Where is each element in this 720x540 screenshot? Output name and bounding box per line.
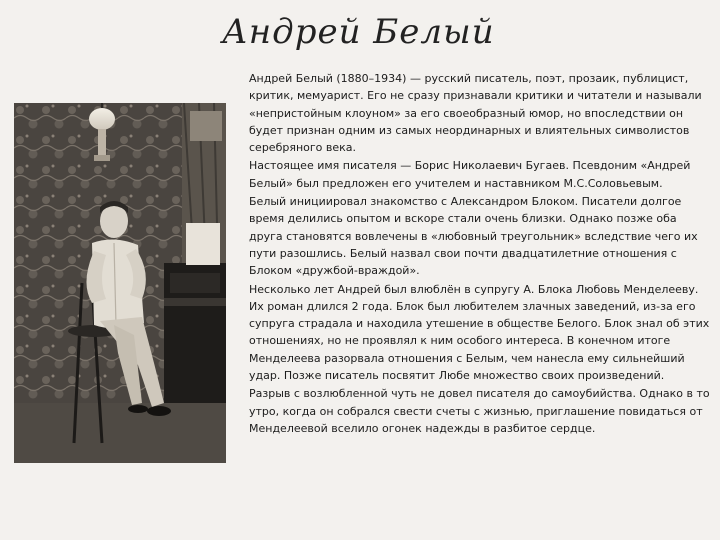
paragraph-biography: Андрей Белый (1880–1934) — русский писатель, поэт, прозаик, публицист, критик, мемуарист. Его не сразу признавали критики и читатели и называли «непристойным клоуном» за его своеобразный юмор, но впоследствии он будет признан одним из самых неординарных и влиятельных символистов серебряного века. <box>249 72 702 155</box>
paragraph-real-name: Настоящее имя писателя — Борис Николаевич Бугаев. Псевдоним «Андрей Белый» был предложен его учителем и наставником М.С.Соловьевым. <box>249 159 691 190</box>
portrait-photo <box>14 103 226 463</box>
paragraph-breakup: Разрыв с возлюбленной чуть не довел писателя до самоубийства. Однако в то утро, когда он собрался свести счеты с жизнью, приглашение повидаться от Менделеевой вселило огонек надежды в разбитое сердце. <box>249 387 710 435</box>
body-text <box>249 70 711 438</box>
paragraph-blok-friendship: Белый инициировал знакомство с Александром Блоком. Писатели долгое время делились опытом и вскоре стали очень близки. Однако позже оба друга становятся вовлечены в «любовный треугольник» вследствие чего их пути разошлись. Белый назвал свои почти двадцатилетние отношения с Блоком «дружбой-враждой». <box>249 195 698 278</box>
page-title: Андрей Белый <box>222 12 495 52</box>
paragraph-mendeleeva: Несколько лет Андрей был влюблён в супругу А. Блока Любовь Менделееву. Их роман длился 2 года. Блок был любителем злачных заведений, из-за его супруга страдала и находила утешение в обществе Белого. Блок знал об этих отношениях, но не проявлял к ним особого интереса. В конечном итоге Менделеева разорвала отношения с Белым, чем нанесла ему сильнейший удар. Позже писатель посвятит Любе множество своих произведений. <box>249 282 710 383</box>
